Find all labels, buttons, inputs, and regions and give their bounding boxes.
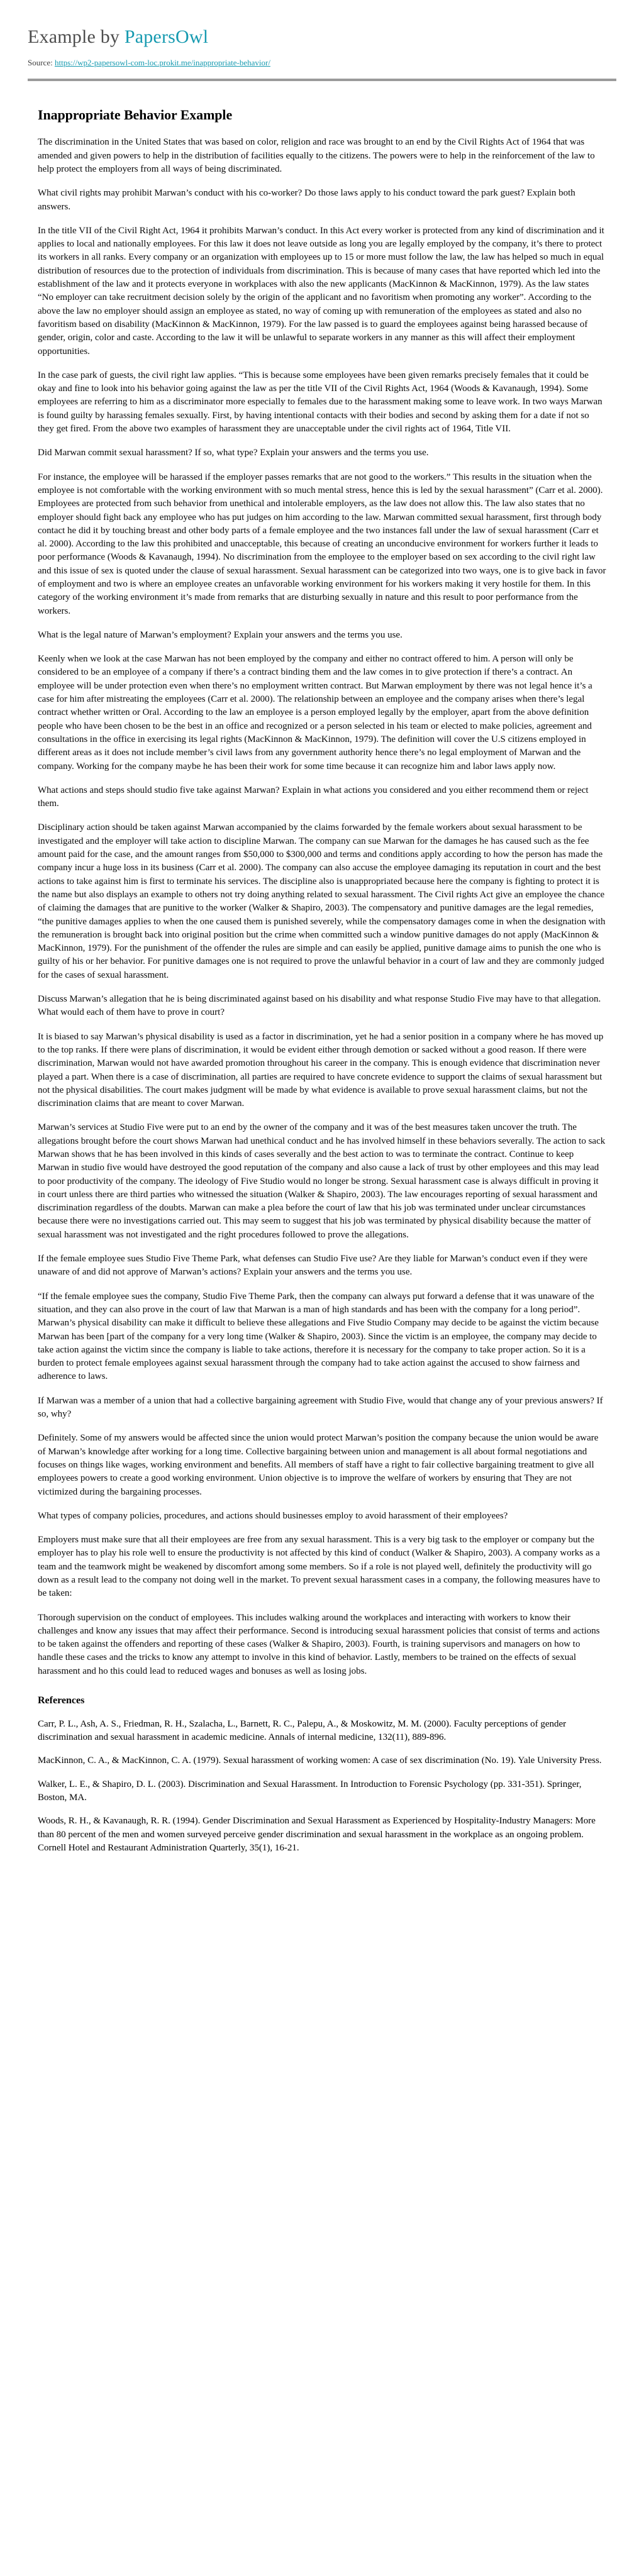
body-paragraph: The discrimination in the United States that was based on color, religion and race was brought to an end by the Civil Rights Act of 1964 that was amended and given powers to help in the distribution of facilities equally to the citizens. The powers were to help in the reinforcement of the law to help protect the employers from all ways of being discriminated. — [38, 137, 595, 174]
references-list — [38, 1718, 606, 1855]
document-body — [28, 81, 616, 1855]
reference-entry: Carr, P. L., Ash, A. S., Friedman, R. H., Szalacha, L., Barnett, R. C., Palepu, A., & Moskowitz, M. M. (2000). Faculty perceptions of gender discrimination and sexual harassment in academic medicine. Annals of internal medicine, 132(11), 889-896. — [38, 1718, 567, 1743]
body-paragraph: Marwan’s services at Studio Five were put to an end by the owner of the company and it was of the best measures taken uncover the truth. The allegations brought before the court shows Marwan had unethical conduct and he has involved himself in these behaviors severally. The action to sack Marwan shows that he has been involved in this kinds of cases severally and the best action to was to terminate the contract. Continue to keep Marwan in studio five would have destroyed the good reputation of the company and also cause a lack of trust by other employees and this may lead to poor productivity of the company. The ideology of Five Studio would no longer be strong. Sexual harassment case is always difficult in proving it in court unless there are third parties who witnessed the situation (Walker & Shapiro, 2003). The law encourages reporting of sexual harassment and discrimination regardless of the doubts. Marwan can make a plea before the court of law that his job was terminated under unclear circumstances because there were no investigations carried out. This may seem to suggest that his job was terminated by physical disability because the matter of sexual harassment was not investigated and the right procedures followed to prove the allegations. — [38, 1122, 606, 1240]
body-paragraph: Keenly when we look at the case Marwan has not been employed by the company and either no contract offered to him. A person will only be considered to be an employee of a company if there’s a contract binding them and the law comes in to give protection if there’s a contract. An employee will be under protection even when there’s no employment written contract. But Marwan employment by there was not legal hence it’s a case for him after mistreating the employees (Carr et al. 2000). The relationship between an employee and the company arises when there’s legal contract whether written or Oral. According to the law an employee is a person employed legally by the employer, apart from the above definition people who have been chosen to be the best in an office and recognized or a person selected in his team or elected to make policies, agreement and consultations in the office in exercising its legal rights (MacKinnon & MacKinnon, 1979). The definition will cover the U.S citizens employed in different areas as it does not include member’s civil laws from any government authority hence there’s no legal employment of Marwan and the company. Working for the company maybe he has been their work for some time because it can recognize him and labor laws apply now. — [38, 654, 592, 771]
question-prompt: Did Marwan commit sexual harassment? If so, what type? Explain your answers and the terms you use. — [38, 448, 429, 458]
brand-title — [28, 26, 616, 47]
source-line — [28, 58, 616, 69]
reference-entry: Walker, L. E., & Shapiro, D. L. (2003). Discrimination and Sexual Harassment. In Introduction to Forensic Psychology (pp. 331-351). Springer, Boston, MA. — [38, 1779, 582, 1803]
body-paragraph: Thorough supervision on the conduct of employees. This includes walking around the workplaces and interacting with workers to know their challenges and know any issues that may affect their performance. Second is introducing sexual harassment policies that consist of terms and actions to be taken against the offenders and reporting of these cases (Walker & Shapiro, 2003). Fourth, is training supervisors and managers on how to handle these cases and the tricks to know any attempt to involve in this kind of behavior. Lastly, members to be trained on the effects of sexual harassment and ho this could lead to reduced wages and bonuses as well as losing jobs. — [38, 1612, 600, 1676]
references-heading: References — [38, 1695, 85, 1706]
source-link[interactable]: https://wp2-papersowl-com-loc.prokit.me/inappropriate-behavior/ — [54, 58, 270, 67]
body-paragraph: In the title VII of the Civil Right Act, 1964 it prohibits Marwan’s conduct. In this Act every worker is protected from any kind of discrimination and it applies to local and nationally employees. For this law it does not leave outside as long you are legally employed by the company, it’s there to protect its workers in all ranks. Every company or an organization with employees up to 15 or more must follow the law, the law has helped so much in equal distribution of resources due to the protection of individuals from discrimination. This is because of many cases that have reported which led into the establishment of the law and it protects everyone in workplaces with also the new applicants (MacKinnon & MacKinnon, 1979). As the law states “No employer can take recruitment decision solely by the origin of the applicant and no favoritism when promoting any worker”. According to the above the law no employer should assign an employee as stated, no way of coming up with remuneration of the employees as stated and also no favoritism based on disability (MacKinnon & MacKinnon, 1979). For the law passed is to guard the employees against being harassed because of gender, origin, color and caste. According to the law it will be unlawful to separate workers in any manner as this will affect their employment opportunities. — [38, 225, 604, 357]
body-paragraph: “If the female employee sues the company, Studio Five Theme Park, then the company can always put forward a defense that it was unaware of the situation, and they can also prove in the court of law that Marwan is a man of high standards and has been with the company for a long period”. Marwan’s physical disability can make it difficult to believe these allegations and Five Studio Company may decide to be against the victim because Marwan has been [part of the company for a very long time (Walker & Shapiro, 2003). Since the victim is an employee, the company may decide to take action against the victim since the company is liable to take actions, therefore it is necessary for the company to take proper action. So it is a burden to protect female employees against sexual harassment through the company had to take action against the accused to show fairness and adherence to laws. — [38, 1291, 599, 1382]
page-header — [28, 26, 616, 81]
question-prompt: What civil rights may prohibit Marwan’s conduct with his co-worker? Do those laws apply to his conduct toward the park guest? Explain both answers. — [38, 188, 575, 212]
body-paragraph: Definitely. Some of my answers would be affected since the union would protect Marwan’s position the company because the union would be aware of Marwan’s knowledge after working for a long time. Collective bargaining between union and management is all about formal negotiations and focuses on things like wages, working environment and benefits. All members of staff have a right to fair collective bargaining treatment to give all employees powers to create a good working environment. Union objective is to improve the welfare of workers by ensuring that They are not victimized during the bargaining processes. — [38, 1433, 599, 1497]
question-prompt: What actions and steps should studio five take against Marwan? Explain in what actions you considered and you either recommend them or reject them. — [38, 785, 589, 809]
question-prompt: If Marwan was a member of a union that had a collective bargaining agreement with Studio Five, would that change any of your previous answers? If so, why? — [38, 1395, 603, 1420]
body-paragraph: For instance, the employee will be harassed if the employer passes remarks that are not good to the workers.” This results in the situation when the employee is not comfortable with the working environment with so much mental stress, hence this is led by the sexual harassment” (Carr et al. 2000). Employees are protected from such behavior from unethical and intolerable employers, as the law does not allow this. The law also states that no employer should fight back any employee who has put judges on him according to the law. Marwan committed sexual harassment, first through body contact he did it by touching breast and other body parts of a female employee and the two instances fall under the law of sexual harassment (Carr et al. 2000). According to the law this prohibited and unacceptable, this because of creating an unconducive environment for workers further it leads to poor performance (Woods & Kavanaugh, 1994). No discrimination from the employee to the employer based on sex according to the civil right law and this issue of sex is quoted under the clause of sexual harassment. Sexual harassment can be categorized into two ways, one is to give back in favor of employment and two is where an employee creates an unfavorable working environment for his workers making it very hostile for them. In this category of the working environment it’s made from remarks that are disturbing sexually in nature and this result to poor performance from the workers. — [38, 472, 606, 616]
body-paragraph: Employers must make sure that all their employees are free from any sexual harassment. This is a very big task to the employer or company but the employer has to play his role well to ensure the productivity is not affected by this kind of conduct (Walker & Shapiro, 2003). A company works as a team and the teamwork might be weakened by discomfort among some members. So if a role is not played well, definitely the productivity will go down as a result lead to the company not doing well in the market. To prevent sexual harassment cases in a company, the following measures have to be taken: — [38, 1535, 601, 1599]
brand-name: PapersOwl — [124, 26, 209, 47]
page-title: Inappropriate Behavior Example — [38, 106, 233, 123]
source-label: Source: — [28, 58, 53, 67]
body-paragraph: It is biased to say Marwan’s physical disability is used as a factor in discrimination, yet he had a senior position in a company where he has moved up to the top ranks. If there were plans of discrimination, it would be evident either through demotion or sacked without a good reason. If there were discrimination, Marwan would not have awarded promotion throughout his career in the company. This is enough evidence that discrimination never played a part. When there is a case of discrimination, all parties are required to have concrete evidence to support the claims of sexual harassment but not the physical disabilities. The court makes judgment will be made by what evidence is available to prove sexual harassment claims, but not the discrimination claims that are meant to cover Marwan. — [38, 1031, 604, 1109]
body-paragraph: In the case park of guests, the civil right law applies. “This is because some employees have been given remarks precisely females that it could be okay and fine to look into his behavior going against the law as per the title VII of the Civil Rights Act, 1964 (Woods & Kavanaugh, 1994). Some employees are referring to him as a discriminator more especially to females due to the harassment making some to leave work. In two ways Marwan is found guilty by harassing females sexually. First, by having intentional contacts with their bodies and second by asking them for a date if not so they get fired. From the above two examples of harassment they are unacceptable under the civil rights act of 1964, Title VII. — [38, 370, 602, 434]
content-blocks — [38, 136, 606, 1678]
question-prompt: What types of company policies, procedures, and actions should businesses employ to avoid harassment of their employees? — [38, 1510, 508, 1521]
question-prompt: What is the legal nature of Marwan’s employment? Explain your answers and the terms you use. — [38, 629, 402, 640]
reference-entry: MacKinnon, C. A., & MacKinnon, C. A. (1979). Sexual harassment of working women: A case of sex discrimination (No. 19). Yale University Press. — [38, 1755, 602, 1766]
reference-entry: Woods, R. H., & Kavanaugh, R. R. (1994). Gender Discrimination and Sexual Harassment as Experienced by Hospitality-Industry Managers: More than 80 percent of the men and women surveyed perceive gender discrimination and sexual harassment in the workplace as an ongoing problem. Cornell Hotel and Restaurant Administration Quarterly, 35(1), 16-21. — [38, 1816, 596, 1853]
question-prompt: Discuss Marwan’s allegation that he is being discriminated against based on his disability and what response Studio Five may have to that allegation. What would each of them have to prove in court? — [38, 994, 601, 1018]
brand-title-prefix: Example by — [28, 26, 125, 47]
question-prompt: If the female employee sues Studio Five Theme Park, what defenses can Studio Five use? Are they liable for Marwan’s conduct even if they were unaware of and did not approve of Marwan’s actions? Explain your answers and the terms you use. — [38, 1254, 588, 1278]
body-paragraph: Disciplinary action should be taken against Marwan accompanied by the claims forwarded by the female workers about sexual harassment to be investigated and the employer will take action to discipline Marwan. The company can sue Marwan for the damages he has caused such as the fee amount paid for the case, and the amount ranges from $50,000 to $300,000 and terms and conditions apply according to how the person has made the company incur a huge loss in its business (Carr et al. 2000). The company can also accuse the employee damaging its reputation in court and the best actions to take against him is first to terminate his services. The discipline also is unappropriated because here the company is fighting to protect it is the name but also displays an example to others not try doing anything related to sexual harassment. The Civil rights Act give an employee the chance of claiming the damages that are punitive to the worker (Walker & Shapiro, 2003). The compensatory and punitive damages are the legal remedies, “the punitive damages applies to when the one caused them is punished severely, while the compensatory damages come in when the designation with the remuneration is brought back into original position but the crime when committed such a window punitive damages do not apply (MacKinnon & MacKinnon, 1979). For the punishment of the offender the rules are simple and can easily be applied, punitive damage aims to punish the one who is guilty of his or her behavior. For punitive damages one is not required to prove the unlawful behavior in a court of law and they are commonly judged for the cases of sexual harassment. — [38, 822, 606, 980]
